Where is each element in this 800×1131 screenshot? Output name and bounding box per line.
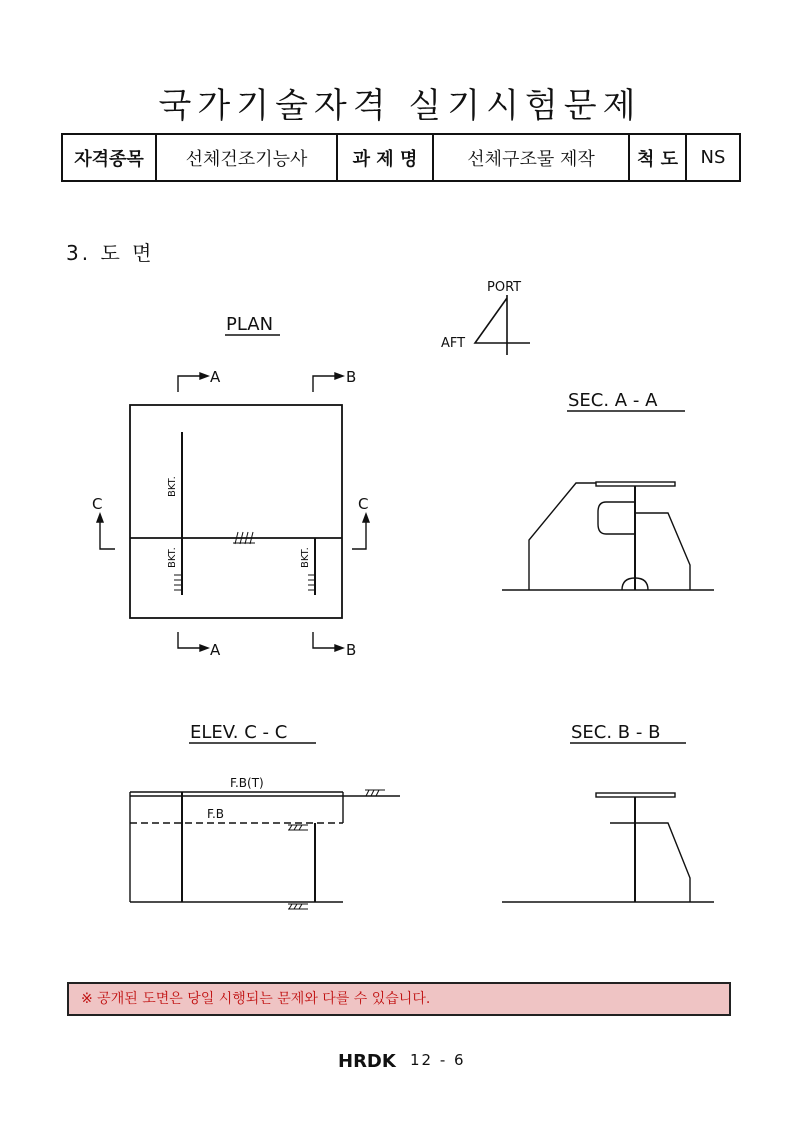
elevation-c-c-view — [130, 722, 400, 909]
section-marker-b-top: B — [346, 368, 357, 386]
aft-label: AFT — [441, 336, 466, 351]
sec-aa-title: SEC. A - A — [568, 390, 658, 411]
plan-view — [92, 314, 369, 659]
disclaimer-notice: ※ 공개된 도면은 당일 시행되는 문제와 다를 수 있습니다. — [67, 982, 731, 1016]
section-marker-a-top: A — [210, 368, 221, 386]
task-name-value: 선체구조물 제작 — [433, 134, 629, 181]
elev-cc-title: ELEV. C - C — [190, 722, 288, 743]
bracket-label-top: BKT. — [167, 476, 178, 497]
elev-fb-t-label: F.B(T) — [230, 776, 264, 790]
sec-bb-title: SEC. B - B — [571, 722, 661, 743]
section-marker-c-left: C — [92, 495, 103, 513]
task-name-label: 과 제 명 — [337, 134, 433, 181]
document-title: 국가기술자격 실기시험문제 — [158, 86, 642, 126]
section-heading: 3. 도 면 — [66, 241, 155, 265]
section-a-a-view — [502, 390, 714, 590]
section-b-b-view — [502, 722, 714, 902]
qualification-type-label: 자격종목 — [62, 134, 156, 181]
orientation-compass — [441, 280, 530, 355]
bracket-label-left: BKT. — [167, 547, 178, 568]
hrdk-logo — [338, 1050, 400, 1070]
qualification-type-value: 선체건조기능사 — [156, 134, 337, 181]
scale-value: NS — [686, 134, 740, 181]
page-number: 12 - 6 — [410, 1051, 466, 1069]
plan-title: PLAN — [226, 314, 274, 335]
section-marker-c-right: C — [358, 495, 369, 513]
elev-fb-label: F.B — [207, 807, 225, 821]
section-marker-b-bottom: B — [346, 641, 357, 659]
scale-label: 척 도 — [629, 134, 686, 181]
bracket-label-right: BKT. — [300, 547, 311, 568]
port-label: PORT — [487, 280, 522, 295]
section-marker-a-bottom: A — [210, 641, 221, 659]
hrdk-logo-text: HRDK — [338, 1051, 396, 1070]
page-footer — [338, 1045, 466, 1075]
